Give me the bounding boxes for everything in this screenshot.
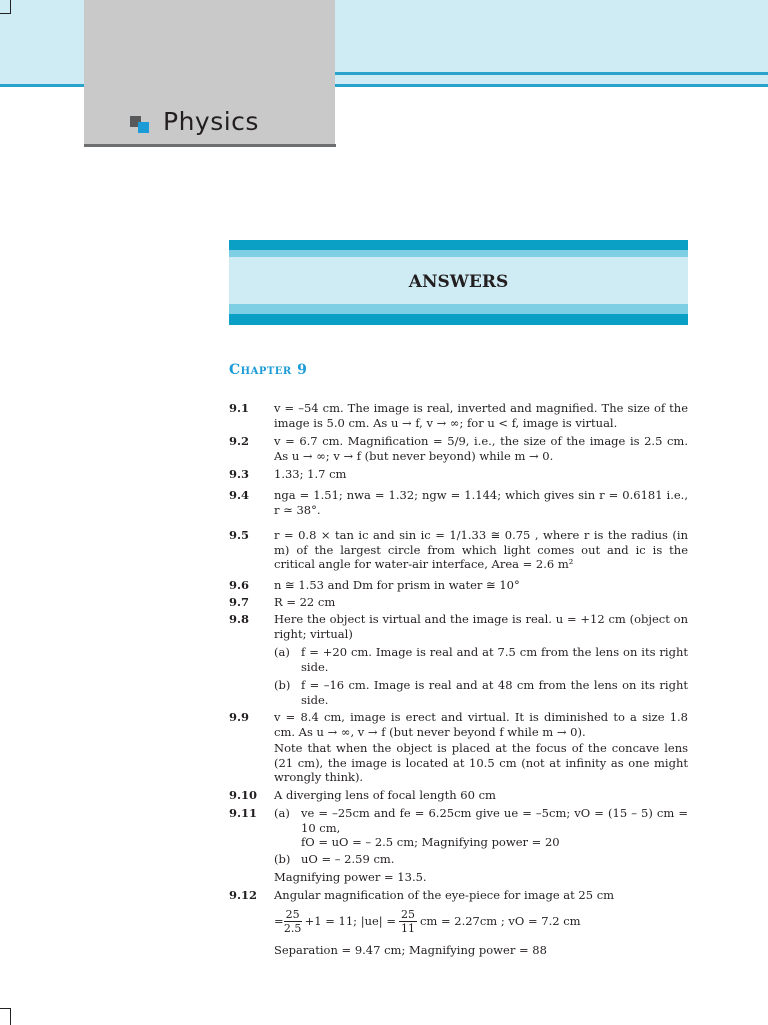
answer-number: 9.7 bbox=[229, 595, 250, 609]
answer-9-12-separation bbox=[274, 943, 688, 958]
sub-label: (b) bbox=[274, 678, 291, 692]
answer-text: 1.33; 1.7 cm bbox=[274, 467, 347, 481]
sub-label: (a) bbox=[274, 645, 290, 659]
answer-text: nga = 1.51; nwa = 1.32; ngw = 1.144; which gives sin r = 0.6181 i.e., r ≃ 38°. bbox=[274, 488, 688, 517]
answer-9-11-b bbox=[274, 852, 688, 867]
chapter-heading: Chapter 9 bbox=[229, 362, 308, 378]
answer-number: 9.5 bbox=[229, 528, 250, 542]
answer-9-9-note bbox=[274, 741, 688, 785]
subject-logo-icon bbox=[130, 116, 150, 134]
answer-9-11-b-line2 bbox=[274, 870, 688, 885]
answer-9-11-a-line2 bbox=[301, 835, 681, 850]
note-text: Note that when the object is placed at the focus of the concave lens (21 cm), the image is located at 10.5 cm (not at infinity as one might wrongly think). bbox=[274, 741, 688, 784]
answer-number: 9.3 bbox=[229, 467, 250, 481]
answer-number: 9.2 bbox=[229, 434, 250, 448]
answers-banner bbox=[229, 240, 688, 325]
crop-mark-bottom bbox=[0, 1008, 11, 1025]
answer-9-12-formula: = $\frac{25}{2.5}$ +1 = 11; |ue| = $\frac{25}{11}$ cm = 2.27cm ; vO = 7.2 cm bbox=[274, 908, 581, 935]
answer-number: 9.12 bbox=[229, 888, 258, 902]
top-rule-right bbox=[335, 72, 768, 75]
answer-number: 9.8 bbox=[229, 612, 250, 626]
answers-title: ANSWERS bbox=[408, 272, 509, 292]
answer-text: v = 8.4 cm, image is erect and virtual. It is diminished to a size 1.8 cm. As u → ∞, v → f (but never beyond f while m → 0). bbox=[274, 710, 688, 739]
crop-mark-top bbox=[0, 0, 11, 14]
answer-text: v = –54 cm. The image is real, inverted and magnified. The size of the image is 5.0 cm. As u → f, v → ∞; for u < f, image is virtual. bbox=[274, 401, 688, 430]
answer-text: Angular magnification of the eye-piece for image at 25 cm bbox=[274, 888, 615, 902]
answer-number: 9.4 bbox=[229, 488, 250, 502]
answer-text: R = 22 cm bbox=[274, 595, 336, 609]
answer-text: n ≅ 1.53 and Dm for prism in water ≅ 10° bbox=[274, 578, 520, 592]
answer-9-8-a bbox=[274, 645, 688, 674]
answer-number: 9.11 bbox=[229, 806, 258, 820]
sub-text: fO = uO = – 2.5 cm; Magnifying power = 20 bbox=[301, 835, 560, 849]
answer-9-8-b bbox=[274, 678, 688, 707]
subject-title: Physics bbox=[163, 107, 259, 136]
sub-label: (a) bbox=[274, 806, 290, 820]
sub-text: Magnifying power = 13.5. bbox=[274, 870, 427, 884]
sub-label: (b) bbox=[274, 852, 291, 866]
answer-number: 9.6 bbox=[229, 578, 250, 592]
formula-text: cm = 2.27cm ; vO = 7.2 cm bbox=[419, 914, 581, 929]
sub-text: f = –16 cm. Image is real and at 48 cm from the lens on its right side. bbox=[301, 678, 688, 707]
sub-text: f = +20 cm. Image is real and at 7.5 cm from the lens on its right side. bbox=[301, 645, 688, 674]
answer-text: v = 6.7 cm. Magnification = 5/9, i.e., the size of the image is 2.5 cm. As u → ∞; v → f (but never beyond) while m → 0. bbox=[274, 434, 688, 463]
fraction: $\frac{25}{2.5}$ bbox=[283, 908, 302, 935]
answer-number: 9.10 bbox=[229, 788, 258, 802]
formula-text: +1 = 11; |ue| = bbox=[304, 914, 396, 929]
sub-text: Separation = 9.47 cm; Magnifying power = 88 bbox=[274, 943, 547, 957]
answer-number: 9.9 bbox=[229, 710, 250, 724]
fraction: $\frac{25}{11}$ bbox=[400, 908, 415, 935]
answer-number: 9.1 bbox=[229, 401, 250, 415]
answer-text: r = 0.8 × tan ic and sin ic = 1/1.33 ≅ 0.75 , where r is the radius (in m) of the largest circle from which light comes out and ic is the critical angle for water-air interface, Area = 2.6 m² bbox=[274, 528, 688, 571]
subject-header-rule bbox=[84, 144, 336, 147]
sub-text: ve = –25cm and fe = 6.25cm give ue = –5cm; vO = (15 – 5) cm = 10 cm, bbox=[301, 806, 688, 835]
answer-text: Here the object is virtual and the image is real. u = +12 cm (object on right; virtual) bbox=[274, 612, 688, 641]
sub-text: uO = – 2.59 cm. bbox=[301, 852, 395, 866]
answer-text: A diverging lens of focal length 60 cm bbox=[274, 788, 496, 802]
